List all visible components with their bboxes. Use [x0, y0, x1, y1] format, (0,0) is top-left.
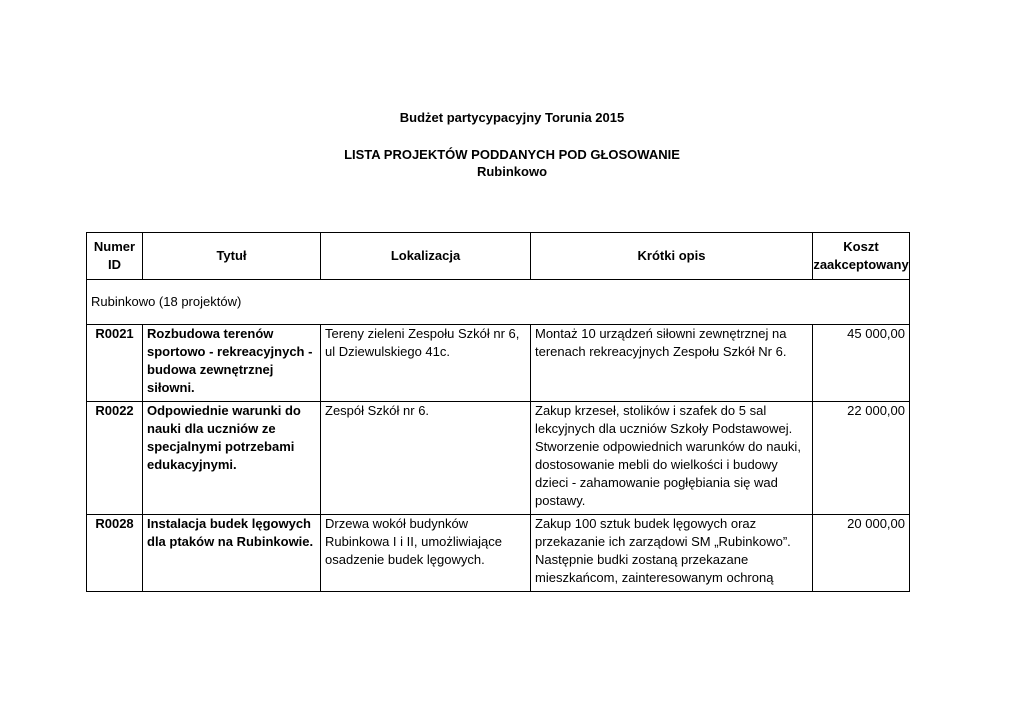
- project-title: Instalacja budek lęgowych dla ptaków na Rubinkowie.: [143, 515, 321, 592]
- document-title: Budżet partycypacyjny Torunia 2015: [399, 110, 625, 125]
- list-title: LISTA PROJEKTÓW PODDANYCH POD GŁOSOWANIE: [344, 147, 680, 162]
- table-header-row: [87, 233, 910, 280]
- project-location: Zespół Szkół nr 6.: [321, 402, 531, 515]
- table-row: [87, 402, 910, 515]
- header-id: Numer ID: [87, 233, 143, 280]
- project-location: Tereny zieleni Zespołu Szkół nr 6, ul Dziewulskiego 41c.: [321, 325, 531, 402]
- header-cost: Koszt zaakceptowany: [813, 233, 910, 280]
- group-row: [87, 280, 910, 325]
- project-description-cell: [531, 515, 813, 592]
- project-cost: 22 000,00: [813, 402, 910, 515]
- project-description: Zakup 100 sztuk budek lęgowych oraz przekazanie ich zarządowi SM „Rubinkowo”. Następnie budki zostaną przekazane mieszkańcom, zainteresowanym ochroną: [535, 516, 791, 585]
- project-id: R0021: [87, 325, 143, 402]
- project-cost: 45 000,00: [813, 325, 910, 402]
- project-id: R0022: [87, 402, 143, 515]
- header-title: Tytuł: [143, 233, 321, 280]
- project-title: Odpowiednie warunki do nauki dla uczniów ze specjalnymi potrzebami edukacyjnymi.: [143, 402, 321, 515]
- header-description: Krótki opis: [531, 233, 813, 280]
- header-location: Lokalizacja: [321, 233, 531, 280]
- table-row: [87, 325, 910, 402]
- district-title: Rubinkowo: [476, 164, 548, 179]
- project-description: Montaż 10 urządzeń siłowni zewnętrznej na terenach rekreacyjnych Zespołu Szkół Nr 6.: [531, 325, 813, 402]
- project-cost: 20 000,00: [813, 515, 910, 592]
- project-id: R0028: [87, 515, 143, 592]
- table-row: [87, 515, 910, 592]
- project-location: Drzewa wokół budynków Rubinkowa I i II, umożliwiające osadzenie budek lęgowych.: [321, 515, 531, 592]
- group-label: Rubinkowo (18 projektów): [87, 280, 910, 325]
- project-description: Zakup krzeseł, stolików i szafek do 5 sal lekcyjnych dla uczniów Szkoły Podstawowej. Stworzenie odpowiednich warunków do nauki, dostosowanie mebli do wielkości i budowy dzieci - zahamowanie pogłębiania się wad postawy.: [531, 402, 813, 515]
- projects-table: [86, 232, 910, 592]
- project-title: Rozbudowa terenów sportowo - rekreacyjnych - budowa zewnętrznej siłowni.: [143, 325, 321, 402]
